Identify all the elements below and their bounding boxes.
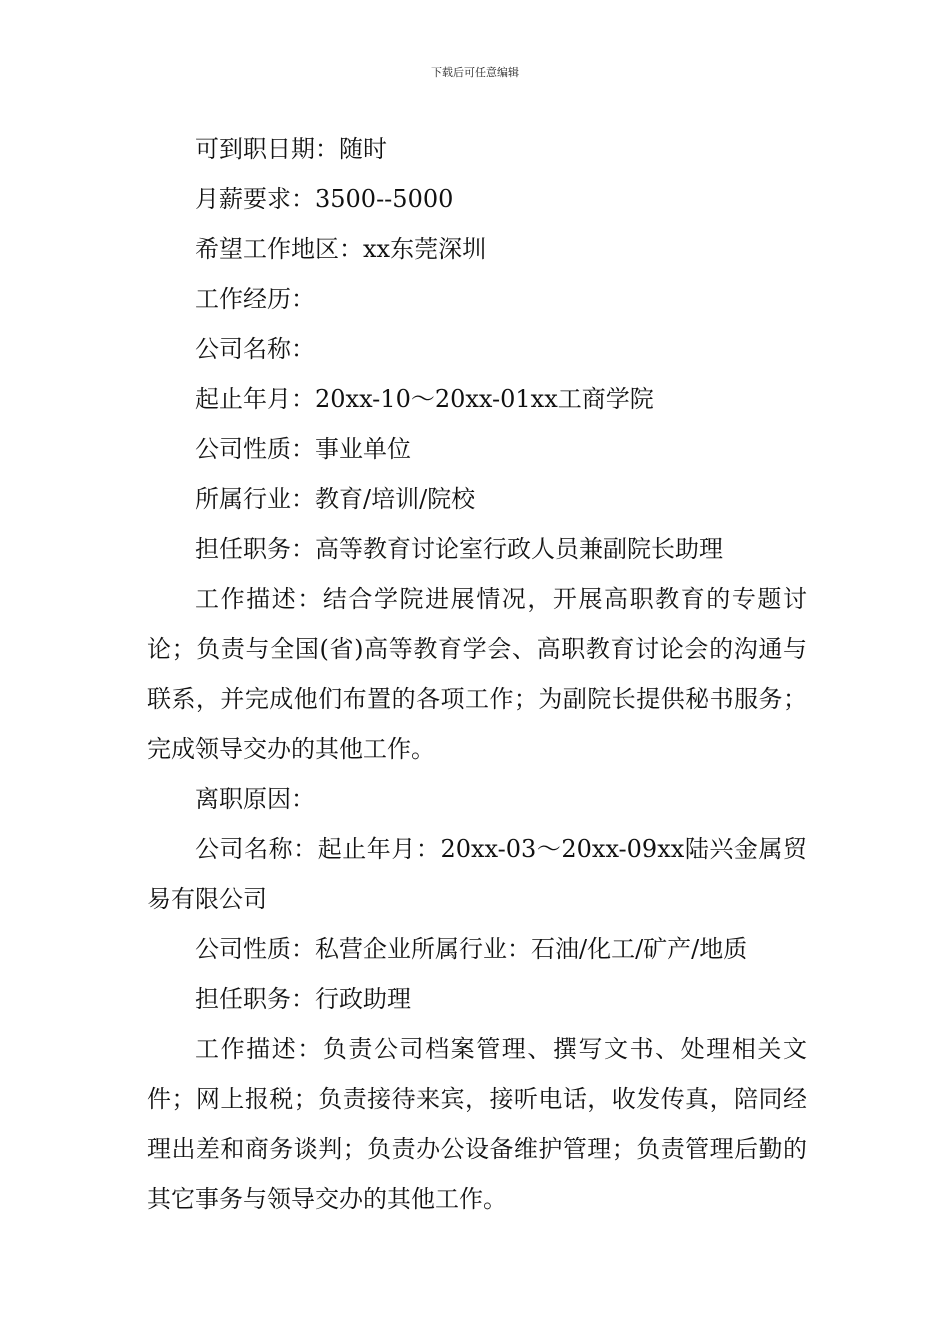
company-nature-line-1: 公司性质：事业单位 [195, 435, 411, 463]
position-line-1: 担任职务：高等教育讨论室行政人员兼副院长助理 [195, 535, 723, 563]
leave-reason-line: 离职原因： [195, 785, 315, 813]
document-body [147, 124, 807, 1224]
job-description-2: 工作描述：负责公司档案管理、撰写文书、处理相关文件；网上报税；负责接待来宾，接听电话，收发传真，陪同经理出差和商务谈判；负责办公设备维护管理；负责管理后勤的其它事务与领导交办的其他工作。 [147, 1035, 807, 1213]
page-header: 下载后可任意编辑 [431, 66, 519, 79]
position-line-2: 担任职务：行政助理 [195, 985, 411, 1013]
company-period-line-2: 公司名称：起止年月：20xx-03～20xx-09xx陆兴金属贸易有限公司 [147, 835, 807, 913]
industry-line-1: 所属行业：教育/培训/院校 [195, 485, 476, 513]
job-description-1: 工作描述：结合学院进展情况，开展高职教育的专题讨论；负责与全国(省)高等教育学会、高职教育讨论会的沟通与联系，并完成他们布置的各项工作；为副院长提供秘书服务；完成领导交办的其他工作。 [147, 585, 807, 763]
location-line: 希望工作地区：xx东莞深圳 [195, 235, 487, 263]
company-name-line-1: 公司名称： [195, 335, 315, 363]
work-experience-heading: 工作经历： [195, 285, 315, 313]
period-line-1: 起止年月：20xx-10～20xx-01xx工商学院 [195, 385, 654, 413]
available-date-line: 可到职日期：随时 [195, 135, 387, 163]
company-nature-industry-line-2: 公司性质：私营企业所属行业：石油/化工/矿产/地质 [195, 935, 748, 963]
salary-line: 月薪要求：3500--5000 [195, 185, 454, 213]
